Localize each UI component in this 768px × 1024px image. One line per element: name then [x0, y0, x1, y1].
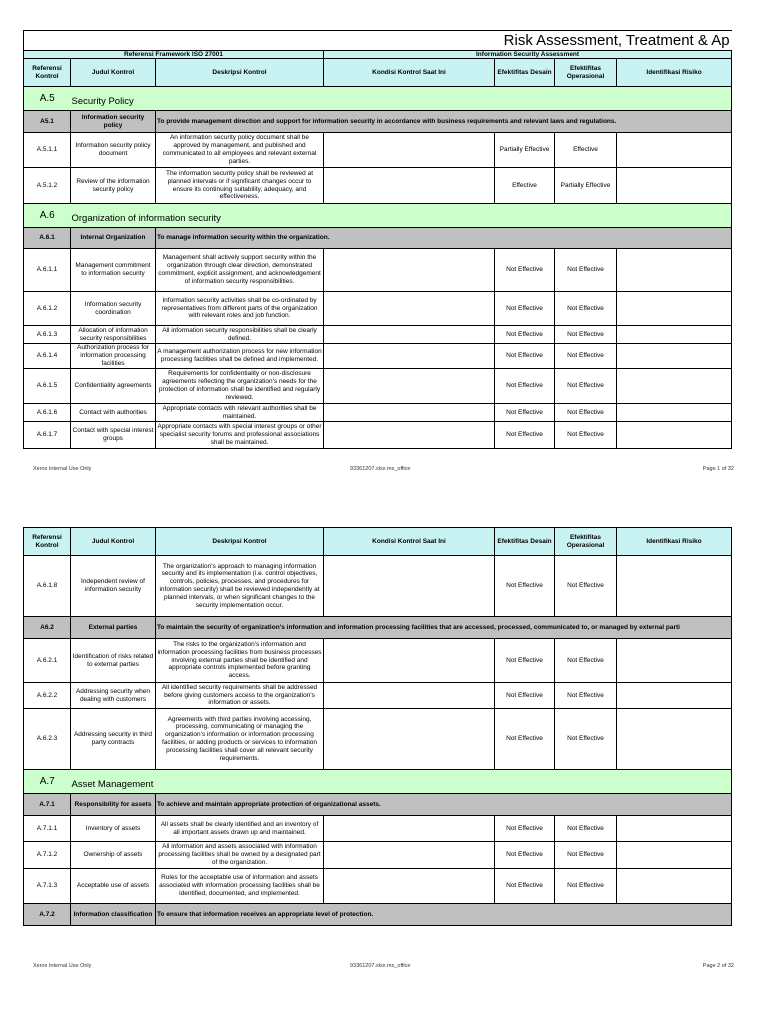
cell-risiko[interactable]: [617, 344, 732, 369]
cell-risiko[interactable]: [617, 168, 732, 204]
cell-ref: A.5.1.1: [24, 133, 71, 168]
cell-ref: A.6.1.4: [24, 344, 71, 369]
cell-deskripsi: The risks to the organization's information and information processing facilities from business processes involving external parties shall be identified and appropriate controls implemented before granting access.: [156, 639, 324, 683]
header-desain: Efektifitas Desain: [495, 528, 555, 556]
cell-kondisi[interactable]: [324, 842, 495, 869]
table-row: [24, 133, 732, 168]
cell-judul: Inventory of assets: [71, 816, 156, 842]
cell-judul: Ownership of assets: [71, 842, 156, 869]
cell-ref: A.7.1.3: [24, 869, 71, 904]
cell-ref: A.6.2.1: [24, 639, 71, 683]
framework-left: Referensi Framework ISO 27001: [24, 51, 324, 59]
cell-kondisi[interactable]: [324, 326, 495, 344]
section-code: A.6: [24, 204, 71, 228]
cell-judul: Information security coordination: [71, 292, 156, 326]
cell-judul: Acceptable use of assets: [71, 869, 156, 904]
cell-desain[interactable]: Not Effective: [495, 292, 555, 326]
objective-description: To provide management direction and support for information security in accordance with business requirements and relevant laws and regulations.: [156, 111, 732, 133]
cell-desain[interactable]: Not Effective: [495, 709, 555, 770]
cell-judul: Management commitment to information security: [71, 249, 156, 292]
cell-risiko[interactable]: [617, 404, 732, 422]
section-row: [24, 87, 732, 111]
objective-description: To maintain the security of organization's information and information processing facilities that are accessed, processed, communicated to, or managed by external parti: [156, 617, 732, 639]
cell-operasional[interactable]: Not Effective: [555, 842, 617, 869]
cell-desain[interactable]: Not Effective: [495, 344, 555, 369]
cell-kondisi[interactable]: [324, 709, 495, 770]
sheet-title: Risk Assessment, Treatment & Ap: [503, 32, 730, 49]
cell-deskripsi: Appropriate contacts with relevant authorities shall be maintained.: [156, 404, 324, 422]
header-ref: Referensi Kontrol: [24, 528, 71, 556]
cell-judul: Addressing security in third party contracts: [71, 709, 156, 770]
cell-operasional[interactable]: Effective: [555, 133, 617, 168]
framework-right: Information Security Assessment: [324, 51, 732, 59]
cell-judul: Independent review of information security: [71, 556, 156, 617]
objective-description: To ensure that information receives an appropriate level of protection.: [156, 904, 732, 926]
cell-ref: A.6.1.6: [24, 404, 71, 422]
cell-kondisi[interactable]: [324, 344, 495, 369]
assessment-table-page-2: [23, 527, 732, 926]
header-operasional: Efektifitas Operasional: [555, 528, 617, 556]
cell-operasional[interactable]: Not Effective: [555, 422, 617, 449]
table-row: [24, 344, 732, 369]
cell-ref: A.5.1.2: [24, 168, 71, 204]
cell-deskripsi: Appropriate contacts with special interest groups or other specialist security forums and professional associations shall be maintained.: [156, 422, 324, 449]
table-row: [24, 639, 732, 683]
table-row: [24, 168, 732, 204]
section-code: A.5: [24, 87, 71, 111]
objective-row: [24, 794, 732, 816]
footer-page-number: Page 1 of 32: [702, 466, 734, 472]
cell-risiko[interactable]: [617, 639, 732, 683]
section-row: [24, 204, 732, 228]
cell-deskripsi: Rules for the acceptable use of information and assets associated with information processing facilities shall be identified, documented, and implemented.: [156, 869, 324, 904]
cell-kondisi[interactable]: [324, 404, 495, 422]
cell-operasional[interactable]: Partially Effective: [555, 168, 617, 204]
cell-ref: A.6.1.1: [24, 249, 71, 292]
objective-title: Information classification: [71, 904, 156, 926]
cell-risiko[interactable]: [617, 422, 732, 449]
cell-risiko[interactable]: [617, 326, 732, 344]
table-row: [24, 249, 732, 292]
cell-kondisi[interactable]: [324, 639, 495, 683]
cell-kondisi[interactable]: [324, 168, 495, 204]
section-code: A.7: [24, 770, 71, 794]
cell-ref: A.7.1.2: [24, 842, 71, 869]
cell-operasional[interactable]: Not Effective: [555, 344, 617, 369]
cell-kondisi[interactable]: [324, 683, 495, 709]
header-judul: Judul Kontrol: [71, 528, 156, 556]
header-risiko: Identifikasi Risiko: [617, 59, 732, 87]
cell-judul: Information security policy document: [71, 133, 156, 168]
footer-filename: 93361207.xlsx.ms_office: [350, 963, 411, 969]
cell-desain[interactable]: Partially Effective: [495, 133, 555, 168]
cell-deskripsi: Requirements for confidentiality or non-disclosure agreements reflecting the organization's needs for the protection of information shall be identified and regularly reviewed.: [156, 369, 324, 404]
cell-desain[interactable]: Not Effective: [495, 869, 555, 904]
cell-deskripsi: Information security activities shall be co-ordinated by representatives from different parts of the organization with relevant roles and job function.: [156, 292, 324, 326]
cell-risiko[interactable]: [617, 709, 732, 770]
table-row: [24, 709, 732, 770]
cell-operasional[interactable]: Not Effective: [555, 249, 617, 292]
cell-ref: A.6.2.2: [24, 683, 71, 709]
objective-code: A.6.1: [24, 228, 71, 249]
header-kondisi: Kondisi Kontrol Saat Ini: [324, 528, 495, 556]
cell-kondisi[interactable]: [324, 869, 495, 904]
cell-ref: A.7.1.1: [24, 816, 71, 842]
cell-kondisi[interactable]: [324, 556, 495, 617]
cell-risiko[interactable]: [617, 292, 732, 326]
cell-risiko[interactable]: [617, 869, 732, 904]
objective-row: [24, 111, 732, 133]
cell-operasional[interactable]: Not Effective: [555, 816, 617, 842]
header-risiko: Identifikasi Risiko: [617, 528, 732, 556]
table-row: [24, 683, 732, 709]
sheet-page-1: [23, 30, 731, 449]
cell-deskripsi: All information and assets associated with information processing facilities shall be owned by a designated part of the organization.: [156, 842, 324, 869]
objective-row: [24, 904, 732, 926]
objective-code: A5.1: [24, 111, 71, 133]
objective-code: A.7.1: [24, 794, 71, 816]
footer-filename: 93361207.xlsx.ms_office: [350, 466, 411, 472]
cell-judul: Authorization process for information processing facilities: [71, 344, 156, 369]
table-row: [24, 869, 732, 904]
cell-desain[interactable]: Not Effective: [495, 249, 555, 292]
table-row: [24, 842, 732, 869]
cell-judul: Contact with special interest groups: [71, 422, 156, 449]
footer-classification: Xerox Internal Use Only: [33, 466, 92, 472]
cell-operasional[interactable]: Not Effective: [555, 869, 617, 904]
cell-operasional[interactable]: Not Effective: [555, 639, 617, 683]
objective-title: Internal Organization: [71, 228, 156, 249]
cell-operasional[interactable]: Not Effective: [555, 292, 617, 326]
cell-ref: A.6.1.8: [24, 556, 71, 617]
cell-desain[interactable]: Not Effective: [495, 816, 555, 842]
cell-deskripsi: All information security responsibilities shall be clearly defined.: [156, 326, 324, 344]
section-row: [24, 770, 732, 794]
objective-row: [24, 228, 732, 249]
section-name: Organization of information security: [71, 204, 732, 228]
sheet-title-cell: [24, 31, 732, 51]
cell-operasional[interactable]: Not Effective: [555, 556, 617, 617]
cell-deskripsi: An information security policy document shall be approved by management, and published and communicated to all employees and relevant external parties.: [156, 133, 324, 168]
cell-judul: Contact with authorities: [71, 404, 156, 422]
header-deskripsi: Deskripsi Kontrol: [156, 528, 324, 556]
cell-operasional[interactable]: Not Effective: [555, 709, 617, 770]
cell-risiko[interactable]: [617, 133, 732, 168]
cell-judul: Allocation of information security responsibilities: [71, 326, 156, 344]
table-row: [24, 292, 732, 326]
cell-ref: A.6.1.3: [24, 326, 71, 344]
header-deskripsi: Deskripsi Kontrol: [156, 59, 324, 87]
objective-row: [24, 617, 732, 639]
table-row: [24, 422, 732, 449]
cell-desain[interactable]: Not Effective: [495, 404, 555, 422]
cell-risiko[interactable]: [617, 556, 732, 617]
cell-operasional[interactable]: Not Effective: [555, 326, 617, 344]
cell-kondisi[interactable]: [324, 816, 495, 842]
objective-title: Information security policy: [71, 111, 156, 133]
cell-risiko[interactable]: [617, 683, 732, 709]
table-row: [24, 404, 732, 422]
column-header-row: [24, 59, 732, 87]
cell-ref: A.6.1.2: [24, 292, 71, 326]
cell-desain[interactable]: Not Effective: [495, 639, 555, 683]
cell-risiko[interactable]: [617, 816, 732, 842]
cell-deskripsi: All assets shall be clearly identified and an inventory of all important assets drawn up and maintained.: [156, 816, 324, 842]
cell-desain[interactable]: Not Effective: [495, 842, 555, 869]
cell-deskripsi: The information security policy shall be reviewed at planned intervals or if significant changes occur to ensure its continuing suitability, adequacy, and effectiveness.: [156, 168, 324, 204]
cell-desain[interactable]: Not Effective: [495, 556, 555, 617]
cell-operasional[interactable]: Not Effective: [555, 369, 617, 404]
cell-desain[interactable]: Not Effective: [495, 326, 555, 344]
cell-judul: Addressing security when dealing with customers: [71, 683, 156, 709]
assessment-table-page-1: [23, 30, 732, 449]
cell-deskripsi: All identified security requirements shall be addressed before giving customers access to the organization's information or assets.: [156, 683, 324, 709]
header-kondisi: Kondisi Kontrol Saat Ini: [324, 59, 495, 87]
cell-operasional[interactable]: Not Effective: [555, 683, 617, 709]
cell-ref: A.6.2.3: [24, 709, 71, 770]
cell-risiko[interactable]: [617, 369, 732, 404]
cell-kondisi[interactable]: [324, 369, 495, 404]
cell-judul: Confidentiality agreements: [71, 369, 156, 404]
table-row: [24, 816, 732, 842]
cell-desain[interactable]: Not Effective: [495, 683, 555, 709]
objective-title: External parties: [71, 617, 156, 639]
footer-classification: Xerox Internal Use Only: [33, 963, 92, 969]
objective-code: A.7.2: [24, 904, 71, 926]
cell-kondisi[interactable]: [324, 292, 495, 326]
cell-ref: A.6.1.5: [24, 369, 71, 404]
cell-kondisi[interactable]: [324, 249, 495, 292]
column-header-row: [24, 528, 732, 556]
cell-desain[interactable]: Effective: [495, 168, 555, 204]
cell-risiko[interactable]: [617, 249, 732, 292]
cell-kondisi[interactable]: [324, 133, 495, 168]
footer-page-number: Page 2 of 32: [702, 963, 734, 969]
cell-risiko[interactable]: [617, 842, 732, 869]
framework-row: [24, 51, 732, 59]
cell-deskripsi: A management authorization process for new information processing facilities shall be defined and implemented.: [156, 344, 324, 369]
cell-kondisi[interactable]: [324, 422, 495, 449]
objective-description: To manage information security within the organization.: [156, 228, 732, 249]
section-name: Security Policy: [71, 87, 732, 111]
cell-operasional[interactable]: Not Effective: [555, 404, 617, 422]
table-row: [24, 326, 732, 344]
header-operasional: Efektifitas Operasional: [555, 59, 617, 87]
cell-ref: A.6.1.7: [24, 422, 71, 449]
header-desain: Efektifitas Desain: [495, 59, 555, 87]
section-name: Asset Management: [71, 770, 732, 794]
header-ref: Referensi Kontrol: [24, 59, 71, 87]
table-row: [24, 556, 732, 617]
objective-code: A6.2: [24, 617, 71, 639]
table-row: [24, 369, 732, 404]
header-judul: Judul Kontrol: [71, 59, 156, 87]
cell-desain[interactable]: Not Effective: [495, 369, 555, 404]
sheet-page-2: [23, 527, 731, 926]
cell-judul: Review of the information security policy: [71, 168, 156, 204]
cell-deskripsi: Agreements with third parties involving accessing, processing, communicating or managing the organization's information or information processing facilities, or adding products or services to information processing facilities shall cover all relevant security requirements.: [156, 709, 324, 770]
cell-deskripsi: Management shall actively support security within the organization through clear direction, demonstrated commitment, explicit assignment, and acknowledgement of information security responsibilities.: [156, 249, 324, 292]
objective-description: To achieve and maintain appropriate protection of organizational assets.: [156, 794, 732, 816]
cell-desain[interactable]: Not Effective: [495, 422, 555, 449]
cell-deskripsi: The organization's approach to managing information security and its implementation (i.e. control objectives, controls, policies, processes, and procedures for information security) shall be reviewed independently at planned intervals, or when significant changes to the security implementation occur.: [156, 556, 324, 617]
objective-title: Responsibility for assets: [71, 794, 156, 816]
cell-judul: Identification of risks related to external parties: [71, 639, 156, 683]
